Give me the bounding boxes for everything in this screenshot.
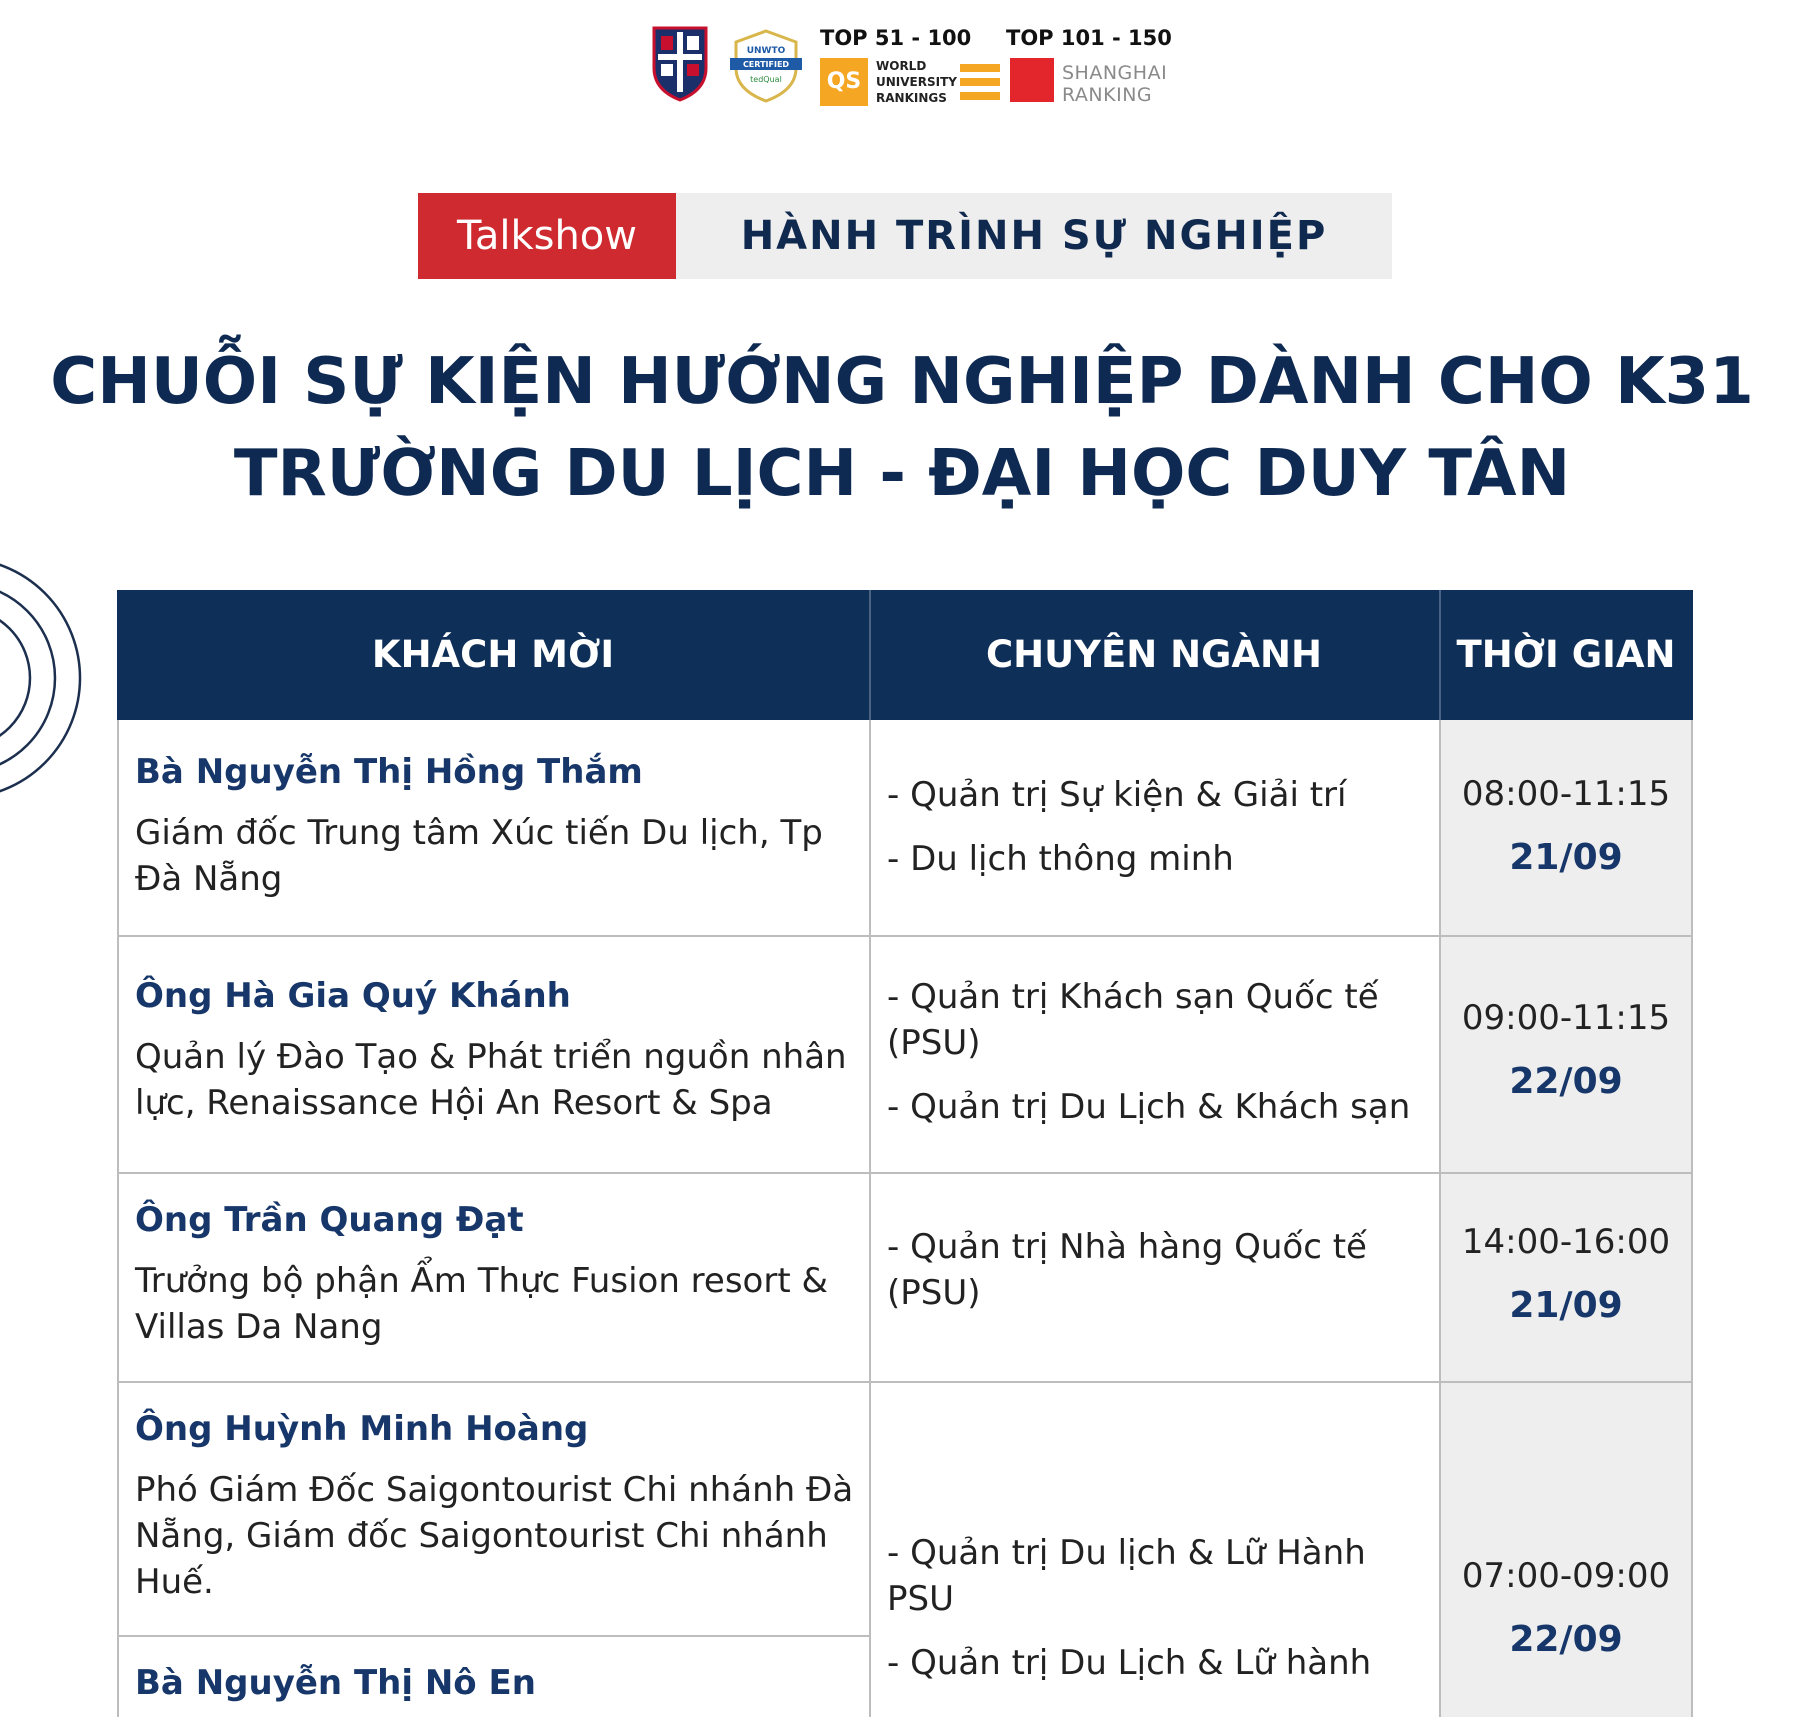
university-crest-logo [650, 24, 710, 104]
guest-name: Ông Trần Quang Đạt [135, 1200, 524, 1240]
talkshow-banner [418, 193, 1392, 279]
tedqual-text: tedQual [750, 75, 782, 84]
event-hours: 07:00-09:00 [1461, 1556, 1671, 1596]
major-item: - Quản trị Sự kiện & Giải trí [887, 775, 1347, 815]
qs-words: WORLD UNIVERSITY RANKINGS [876, 59, 957, 105]
title-line-2: TRƯỜNG DU LỊCH - ĐẠI HỌC DUY TÂN [233, 437, 1571, 511]
table-row [135, 1407, 855, 1605]
table-row [135, 1198, 855, 1350]
guest-name: Ông Hà Gia Quý Khánh [135, 976, 571, 1016]
major-item: - Quản trị Nhà hàng Quốc tế (PSU) [887, 1227, 1367, 1313]
header-guests: KHÁCH MỜI [371, 633, 615, 676]
shanghai-words: SHANGHAI RANKING [1062, 62, 1168, 106]
shanghai-mark-icon [1010, 58, 1054, 102]
guest-name: Bà Nguyễn Thị Hồng Thắm [135, 752, 643, 792]
guest-name: Bà Nguyễn Thị Nô En [135, 1663, 536, 1703]
shanghai-ranking-logo [1006, 26, 1176, 110]
unwto-text: UNWTO [746, 46, 786, 56]
major-item: - Quản trị Khách sạn Quốc tế (PSU) [887, 977, 1379, 1063]
event-hours: 08:00-11:15 [1461, 774, 1671, 814]
page-title [0, 336, 1804, 520]
schedule-table [117, 590, 1693, 1717]
event-date: 22/09 [1509, 1061, 1623, 1102]
banner-title: HÀNH TRÌNH SỰ NGHIỆP [740, 213, 1328, 259]
table-header [117, 590, 1693, 720]
partner-logos [0, 24, 1804, 114]
event-date: 21/09 [1509, 837, 1623, 878]
title-line-1: CHUỖI SỰ KIỆN HƯỚNG NGHIỆP DÀNH CHO K31 [50, 345, 1754, 419]
event-date: 21/09 [1509, 1285, 1623, 1326]
major-item: - Quản trị Du lịch & Lữ Hành PSU [887, 1533, 1366, 1619]
event-date: 22/09 [1509, 1619, 1623, 1660]
table-row [135, 974, 855, 1126]
header-time: THỜI GIAN [1456, 633, 1676, 676]
major-item: - Quản trị Du Lịch & Khách sạn [887, 1087, 1411, 1127]
qs-bars-graphic [960, 64, 1000, 106]
certified-text: CERTIFIED [742, 60, 790, 69]
event-hours: 09:00-11:15 [1461, 998, 1671, 1038]
major-item: - Quản trị Du Lịch & Lữ hành [887, 1643, 1372, 1683]
decorative-circles [0, 548, 90, 808]
guest-role: Phó Giám Đốc Saigontourist Chi nhánh Đà Nẵng, Giám đốc Saigontourist Chi nhánh Huế. [135, 1470, 854, 1602]
qs-mark: QS [820, 58, 868, 106]
guest-role: Quản lý Đào Tạo & Phát triển nguồn nhân lực, Renaissance Hội An Resort & Spa [135, 1037, 847, 1123]
qs-ranking-logo [820, 26, 1000, 110]
event-hours: 14:00-16:00 [1461, 1222, 1671, 1262]
qs-rank-text: TOP 51 - 100 [820, 26, 972, 50]
guest-role: Trưởng bộ phận Ẩm Thực Fusion resort & Villas Da Nang [135, 1261, 828, 1347]
table-row [135, 750, 855, 902]
header-major: CHUYÊN NGÀNH [986, 633, 1322, 676]
major-item: - Du lịch thông minh [887, 839, 1234, 879]
talkshow-tag: Talkshow [418, 193, 676, 279]
shanghai-rank-text: TOP 101 - 150 [1006, 26, 1172, 50]
guest-role: Giám đốc Trung tâm Xúc tiến Du lịch, Tp Đà Nẵng [135, 813, 823, 899]
unwto-tedqual-badge [728, 28, 804, 104]
guest-name: Ông Huỳnh Minh Hoàng [135, 1409, 589, 1449]
